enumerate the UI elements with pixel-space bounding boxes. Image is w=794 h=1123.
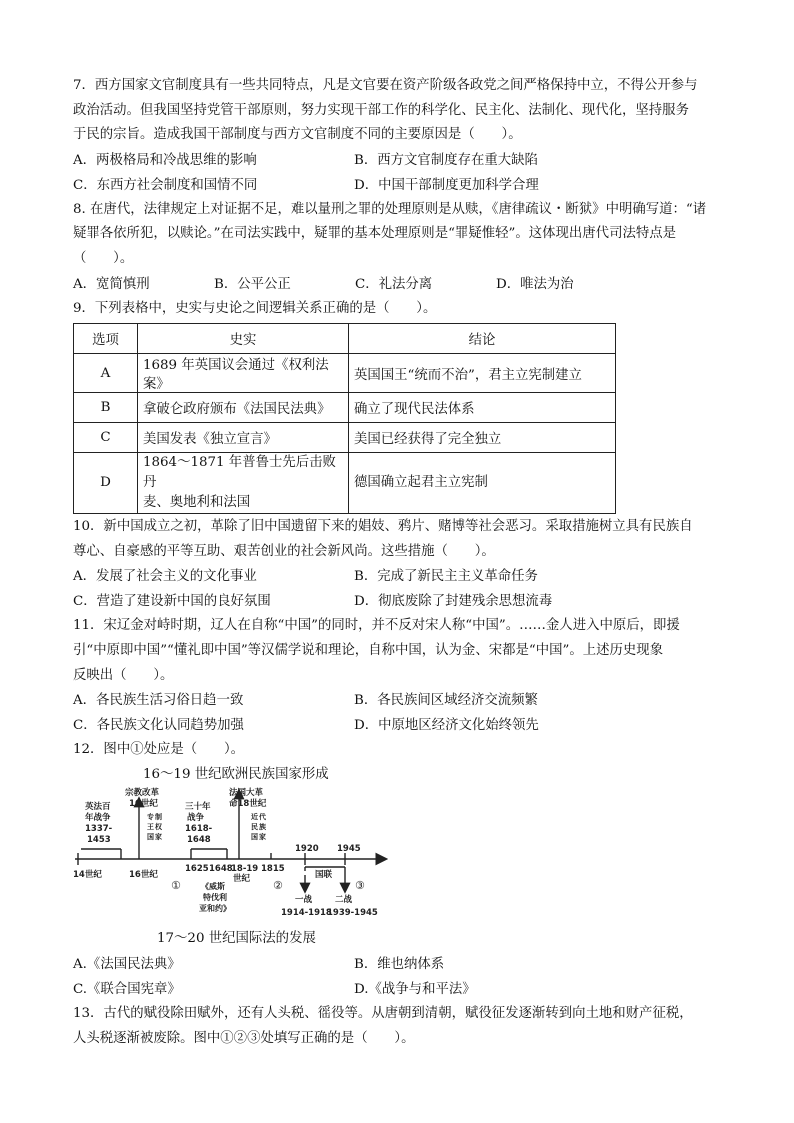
timeline-label: 年战争 bbox=[85, 813, 111, 824]
table-cell: B bbox=[74, 393, 138, 423]
timeline-label: 专 bbox=[147, 813, 154, 822]
timeline-label: 二战 bbox=[335, 895, 353, 906]
option-d: D．中原地区经济文化始终领先 bbox=[354, 718, 539, 734]
option-a: A．两极格局和冷战思维的影响 bbox=[73, 152, 257, 168]
question-10-line-1: 10．新中国成立之初，革除了旧中国遗留下来的娼妓、鸦片、赌博等社会恶习。采取措施树立具有民族自 bbox=[73, 519, 693, 535]
timeline-label: 权 bbox=[155, 823, 162, 832]
table-cell: 拿破仑政府颁布《法国民法典》 bbox=[138, 393, 349, 423]
option-b: B．西方文官制度存在重大缺陷 bbox=[354, 152, 538, 168]
table-cell: A bbox=[74, 354, 138, 393]
option-c: C．东西方社会制度和国情不同 bbox=[73, 177, 258, 193]
question-8 bbox=[73, 198, 723, 297]
question-11-options-row-2 bbox=[73, 713, 723, 738]
table-cell bbox=[138, 453, 349, 514]
timeline-label: 家 bbox=[259, 833, 266, 842]
timeline-label: 家 bbox=[155, 833, 162, 842]
timeline-label: 16世纪 bbox=[129, 799, 158, 810]
timeline-axis-label: 1625 bbox=[185, 864, 209, 875]
timeline-label: 民 bbox=[251, 823, 258, 832]
timeline-label: 亚和约》 bbox=[199, 904, 231, 914]
option-d: D．唯法为治 bbox=[496, 276, 574, 292]
timeline-label: 1939-1945 bbox=[327, 908, 378, 919]
table-cell: 美国已经获得了完全独立 bbox=[349, 423, 616, 453]
question-9-table bbox=[73, 323, 616, 514]
timeline-svg bbox=[73, 787, 403, 927]
timeline-label: 战争 bbox=[187, 813, 205, 824]
timeline-label: 国联 bbox=[315, 870, 333, 881]
table-cell: C bbox=[74, 423, 138, 453]
option-c: C．营造了建设新中国的良好氛围 bbox=[73, 594, 271, 610]
table-cell: 英国国王“统而不治”，君主立宪制建立 bbox=[349, 354, 616, 393]
table-row bbox=[74, 393, 616, 423]
table-cell: 1689 年英国议会通过《权利法案》 bbox=[138, 354, 349, 393]
table-row bbox=[74, 453, 616, 514]
option-b: B．维也纳体系 bbox=[354, 956, 445, 972]
timeline-label: 1453 bbox=[87, 835, 111, 846]
table-cell: 美国发表《独立宣言》 bbox=[138, 423, 349, 453]
question-7-options-row-2 bbox=[73, 173, 723, 198]
question-9-stem: 9．下列表格中，史实与史论之间逻辑关系正确的是（ ）。 bbox=[73, 300, 437, 316]
timeline-label: 代 bbox=[259, 813, 266, 822]
option-b: B．完成了新民主主义革命任务 bbox=[354, 569, 538, 585]
question-7 bbox=[73, 74, 723, 198]
question-8-line-1: 8. 在唐代，法律规定上对证据不足，难以量刑之罪的处理原则是从赎，《唐律疏议・断狱》中明确写道：“诸 bbox=[73, 201, 707, 217]
question-13 bbox=[73, 1002, 723, 1051]
question-10-options-row-2 bbox=[73, 589, 723, 614]
timeline-label: 王 bbox=[147, 823, 154, 832]
timeline-label: 一战 bbox=[295, 895, 313, 906]
table-row bbox=[74, 354, 616, 393]
table-cell: 德国确立起君主立宪制 bbox=[349, 453, 616, 514]
timeline-label: 近 bbox=[251, 813, 258, 822]
timeline-label: 1618- bbox=[185, 824, 213, 835]
question-8-options bbox=[73, 272, 723, 297]
timeline-label: 1337- bbox=[85, 824, 113, 835]
question-13-line-1: 13．古代的赋役除田赋外，还有人头税、徭役等。从唐朝到清朝，赋役征发逐渐转到向土地和财产征税， bbox=[73, 1005, 693, 1021]
timeline-label: 《威斯 bbox=[201, 882, 225, 892]
timeline-label: 特伐利 bbox=[203, 893, 227, 903]
timeline-label: 命18世纪 bbox=[229, 799, 267, 810]
timeline-label: 三十年 bbox=[185, 802, 211, 813]
question-7-line-2: 政治活动。但我国坚持党管干部原则，努力实现干部工作的科学化、民主化、法制化、现代化，坚持服务 bbox=[73, 102, 689, 118]
question-9 bbox=[73, 297, 723, 515]
question-7-line-1: 7．西方国家文官制度具有一些共同特点，凡是文官要在资产阶级各政党之间严格保持中立，不得公开参与 bbox=[73, 78, 698, 93]
timeline-label: 族 bbox=[259, 823, 266, 832]
timeline-axis-label: 14世纪 bbox=[73, 870, 102, 881]
table-cell-line: 麦、奥地利和法国 bbox=[143, 495, 251, 511]
timeline-axis-label: 1920 bbox=[295, 844, 319, 855]
timeline-placeholder-2: ② bbox=[273, 879, 283, 893]
option-c: C．各民族文化认同趋势加强 bbox=[73, 718, 244, 734]
question-10-line-2: 尊心、自豪感的平等互助、艰苦创业的社会新风尚。这些措施（ ）。 bbox=[73, 543, 495, 559]
option-a: A.《法国民法典》 bbox=[73, 956, 181, 972]
timeline-label: 国 bbox=[147, 833, 154, 842]
option-d: D．中国干部制度更加科学合理 bbox=[354, 177, 539, 193]
timeline-diagram bbox=[73, 787, 723, 927]
question-11-line-1: 11．宋辽金对峙时期，辽人在自称“中国”的同时，并不反对宋人称“中国”。……金人进入中原后，即援 bbox=[73, 618, 680, 634]
timeline-axis-label: 世纪 bbox=[233, 874, 251, 885]
question-11-options-row-1 bbox=[73, 688, 723, 713]
timeline-label: 1648 bbox=[187, 835, 211, 846]
table-header: 史实 bbox=[138, 324, 349, 354]
question-7-line-3: 于民的宗旨。造成我国干部制度与西方文官制度不同的主要原因是（ ）。 bbox=[73, 127, 522, 143]
option-a: A．宽简慎刑 bbox=[73, 276, 150, 292]
question-10-options-row-1 bbox=[73, 564, 723, 589]
table-header: 结论 bbox=[349, 324, 616, 354]
timeline-axis-label: 1648 bbox=[209, 864, 233, 875]
question-11-line-3: 反映出（ ）。 bbox=[73, 667, 174, 683]
table-cell: D bbox=[74, 453, 138, 514]
option-b: B．各民族间区域经济交流频繁 bbox=[354, 693, 538, 709]
question-12-options-row-2 bbox=[73, 977, 723, 1002]
option-c: C.《联合国宪章》 bbox=[73, 981, 181, 997]
option-d: D．彻底废除了封建残余思想流毒 bbox=[354, 594, 553, 610]
question-12-stem: 12．图中①处应是（ ）。 bbox=[73, 742, 245, 758]
question-12-options-row-1 bbox=[73, 952, 723, 977]
table-cell: 确立了现代民法体系 bbox=[349, 393, 616, 423]
question-8-line-2: 疑罪各依所犯，以赎论。”在司法实践中，疑罪的基本处理原则是“罪疑惟轻”。这体现出唐代司法特点是 bbox=[73, 226, 677, 242]
exam-page bbox=[73, 74, 723, 1051]
option-a: A．各民族生活习俗日趋一致 bbox=[73, 693, 244, 709]
timeline-axis-label: 1945 bbox=[337, 844, 361, 855]
timeline-label: 英法百 bbox=[85, 802, 111, 813]
timeline-label: 国 bbox=[251, 833, 258, 842]
timeline-label: 法国大革 bbox=[229, 788, 264, 799]
timeline-axis-label: 16世纪 bbox=[129, 870, 158, 881]
question-8-line-3: （ ）。 bbox=[73, 250, 134, 266]
diagram-caption-bottom: 17～20 世纪国际法的发展 bbox=[157, 931, 316, 947]
question-11-line-2: 引“中原即中国”“懂礼即中国”等汉儒学说和理论，自称中国，认为金、宋都是“中国”。上述历史现象 bbox=[73, 642, 664, 658]
timeline-placeholder-3: ③ bbox=[355, 879, 365, 893]
option-b: B．公平公正 bbox=[214, 276, 291, 292]
diagram-caption-top: 16～19 世纪欧洲民族国家形成 bbox=[143, 766, 329, 782]
question-7-options-row-1 bbox=[73, 148, 723, 173]
timeline-axis-label: 1815 bbox=[261, 864, 285, 875]
timeline-axis-label: 18-19 bbox=[231, 864, 259, 875]
option-d: D.《战争与和平法》 bbox=[354, 981, 476, 997]
table-header-row bbox=[74, 324, 616, 354]
question-12 bbox=[73, 738, 723, 1002]
question-13-line-2: 人头税逐渐被废除。图中①②③处填写正确的是（ ）。 bbox=[73, 1030, 415, 1046]
question-10 bbox=[73, 515, 723, 614]
table-cell-line: 1864～1871 年普鲁士先后击败丹 bbox=[143, 455, 336, 491]
table-row bbox=[74, 423, 616, 453]
timeline-label: 1914-1918 bbox=[281, 908, 332, 919]
option-c: C．礼法分离 bbox=[355, 276, 433, 292]
option-a: A．发展了社会主义的文化事业 bbox=[73, 569, 257, 585]
table-header: 选项 bbox=[74, 324, 138, 354]
timeline-label: 宗教改革 bbox=[125, 788, 160, 799]
question-11 bbox=[73, 614, 723, 738]
timeline-label: 制 bbox=[155, 813, 162, 822]
timeline-placeholder-1: ① bbox=[171, 879, 181, 893]
